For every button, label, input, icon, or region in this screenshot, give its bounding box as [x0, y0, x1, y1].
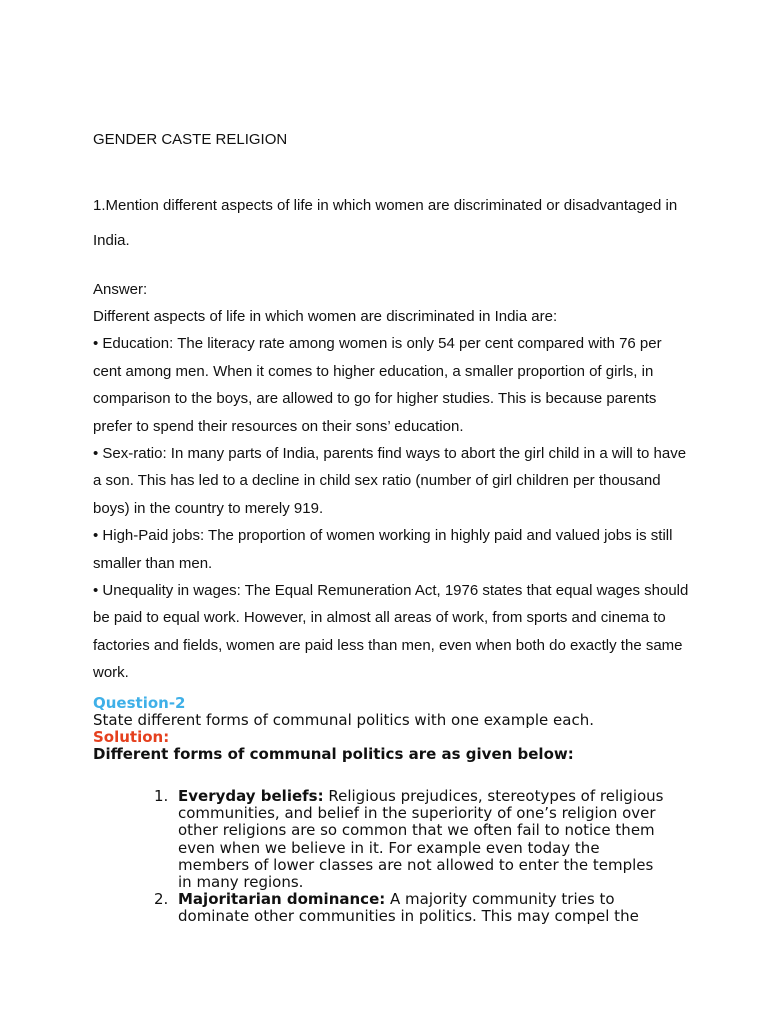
answer-point-wages: • Unequality in wages: The Equal Remuneration Act, 1976 states that equal wages should be paid to equal work. However, in almost all areas of work, from sports and cinema to factories and fields, women are paid less than men, even when both do exactly the same work.: [93, 582, 689, 682]
answer-label: Answer:: [93, 281, 148, 298]
list-item: [154, 890, 668, 926]
question-1-text: 1.Mention different aspects of life in which women are discriminated or disadvantaged in India.: [93, 197, 678, 249]
list-item-term: Everyday beliefs:: [178, 787, 324, 805]
question-2-heading: Question-2: [93, 694, 186, 712]
answer-point-sex-ratio: • Sex-ratio: In many parts of India, parents find ways to abort the girl child in a will to have a son. This has led to a decline in child sex ratio (number of girl children per thousand boys) in the country to merely 919.: [93, 445, 687, 517]
list-item-text: A majority community tries to dominate other communities in politics. This may compel the: [178, 890, 639, 926]
answer-intro: Different aspects of life in which women are discriminated in India are:: [93, 308, 558, 325]
solution-label: Solution:: [93, 728, 170, 746]
list-item: [154, 787, 668, 892]
solution-intro: Different forms of communal politics are as given below:: [93, 745, 574, 763]
question-2-text: State different forms of communal politics with one example each.: [93, 711, 594, 729]
list-item-number: 2.: [154, 890, 169, 909]
answer-point-education: • Education: The literacy rate among women is only 54 per cent compared with 76 per cent among men. When it comes to higher education, a smaller proportion of girls, in comparison to the boys, are allowed to go for higher studies. This is because parents prefer to spend their resources on their sons’ education.: [93, 335, 662, 435]
communal-forms-list: [154, 787, 668, 926]
answer-point-high-paid-jobs: • High-Paid jobs: The proportion of women working in highly paid and valued jobs is still smaller than men.: [93, 527, 673, 572]
list-item-term: Majoritarian dominance:: [178, 890, 386, 909]
list-item-text: Religious prejudices, stereotypes of religious communities, and belief in the superiority of one’s religion over other religions are so common that we often fail to notice them even when we believe in it. For example even today the members of lower classes are not allowed to enter the temples in many regions.: [178, 787, 664, 892]
list-item-number: 1.: [154, 787, 169, 805]
answer-section: [93, 276, 693, 687]
question-2-section: [93, 695, 713, 763]
document-title: GENDER CASTE RELIGION: [93, 131, 288, 148]
